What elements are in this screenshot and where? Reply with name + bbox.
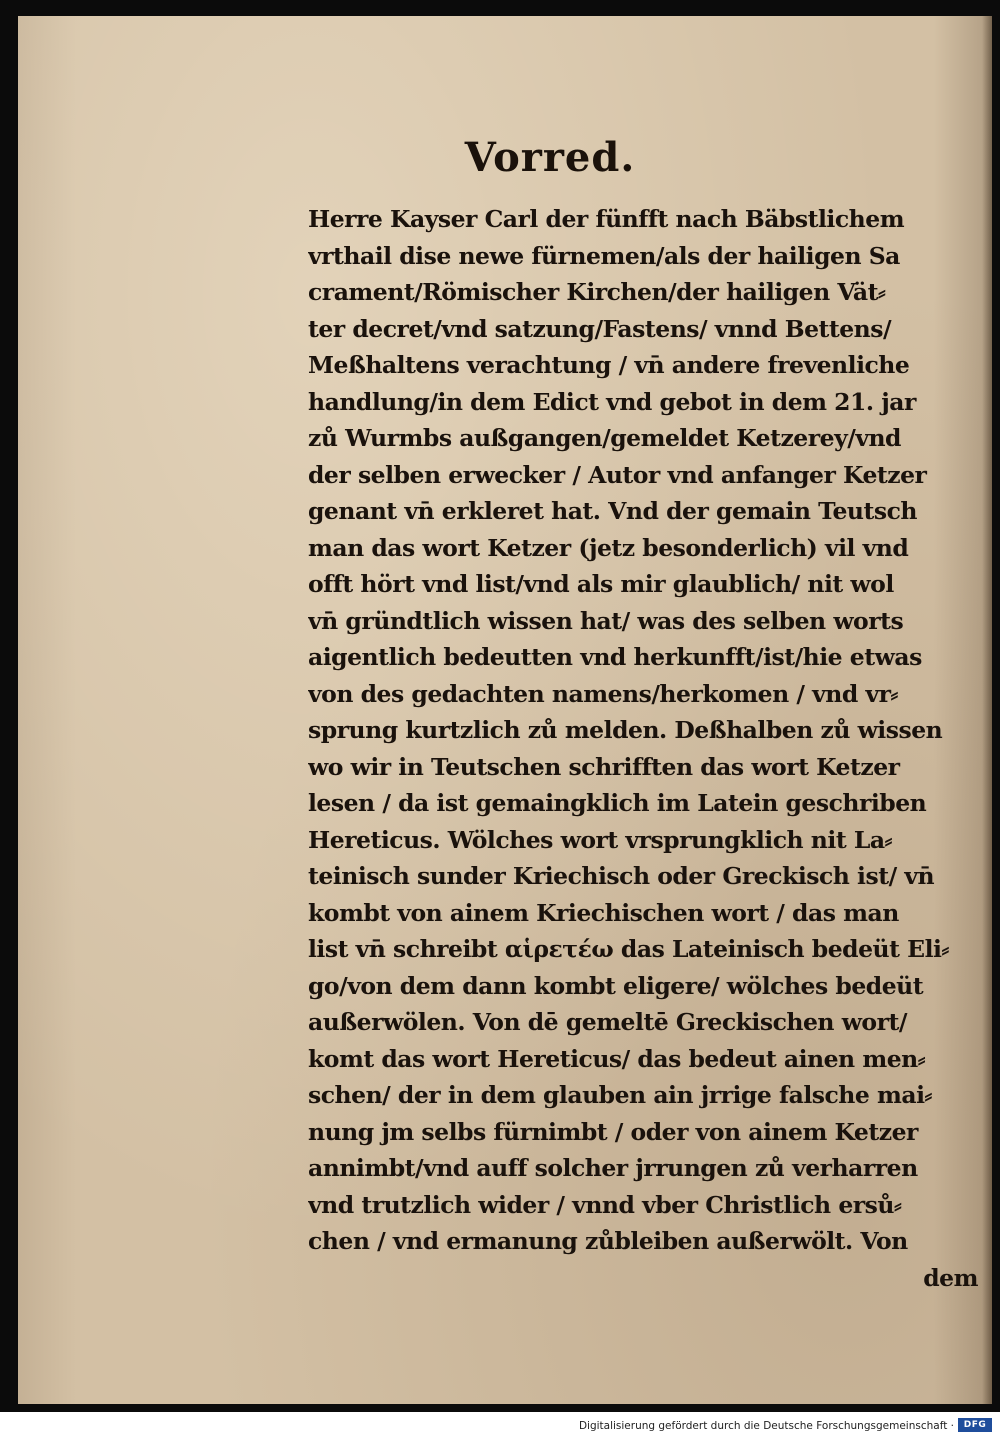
text-line: vnd trutzlich wider / vnnd vber Christlich ersů⸗ [308,1190,902,1219]
text-line: ter decret/vnd satzung/Fastens/ vnnd Bettens/ [308,314,892,343]
text-line: von des gedachten namens/herkomen / vnd vr⸗ [308,679,898,708]
text-line: dem [923,1263,978,1292]
text-line: Herre Kayser Carl der fünfft nach Bäbstlichem [308,205,905,233]
text-line: schen/ der in dem glauben ain jrrige falsche mai⸗ [308,1081,932,1109]
text-line: Meßhaltens verachtung / vn̄ andere frevenliche [308,351,910,379]
footer-bar [0,1412,1000,1439]
text-line: wo wir in Teutschen schrifften das wort Ketzer [308,752,900,781]
text-line: man das wort Ketzer (jetz besonderlich) vil vnd [308,533,909,562]
text-line: außerwölen. Von dē gemeltē Greckischen wort/ [308,1008,907,1036]
text-line: vn̄ gründtlich wissen hat/ was des selben worts [308,606,904,635]
page-edge-shadow [982,16,992,1404]
text-line: komt das wort Hereticus/ das bedeut ainen men⸗ [308,1044,926,1073]
text-line: crament/Römischer Kirchen/der hailigen Vät⸗ [308,278,886,306]
text-line: list vn̄ schreibt αἱρετέω das Lateinisch bedeüt Eli⸗ [308,935,949,963]
dfg-logo: DFG [958,1418,992,1432]
text-line: Hereticus. Wölches wort vrsprungklich nit La⸗ [308,825,892,854]
text-line: offt hört vnd list/vnd als mir glaublich/ nit wol [308,570,894,598]
text-line: nung jm selbs fürnimbt / oder von ainem Ketzer [308,1117,918,1146]
text-line: kombt von ainem Kriechischen wort / das man [308,898,899,927]
text-line: genant vn̄ erkleret hat. Vnd der gemain Teutsch [308,497,917,525]
text-line: annimbt/vnd auff solcher jrrungen zů verharren [308,1154,918,1182]
text-line: chen / vnd ermanung zůbleiben außerwölt. Von [308,1227,908,1255]
text-line: der selben erwecker / Autor vnd anfanger Ketzer [308,460,927,489]
text-line: go/von dem dann kombt eligere/ wölches bedeüt [308,971,924,1000]
page-heading: Vorred. [464,134,636,181]
text-line: teinisch sunder Kriechisch oder Greckisch ist/ vn̄ [308,862,935,890]
text-line: vrthail dise newe fürnemen/als der hailigen Sa [308,241,900,270]
footer-credit: Digitalisierung gefördert durch die Deutsche Forschungsgemeinschaft · [578,1420,954,1432]
book-page [18,16,992,1404]
text-line: handlung/in dem Edict vnd gebot in dem 21. jar [308,387,916,416]
text-line: sprung kurtzlich zů melden. Deßhalben zů wissen [308,716,943,744]
text-line: aigentlich bedeutten vnd herkunfft/ist/hie etwas [308,643,922,671]
body-text [308,201,978,1296]
text-line: lesen / da ist gemaingklich im Latein geschriben [308,789,927,817]
text-line: zů Wurmbs außgangen/gemeldet Ketzerey/vnd [308,424,901,452]
